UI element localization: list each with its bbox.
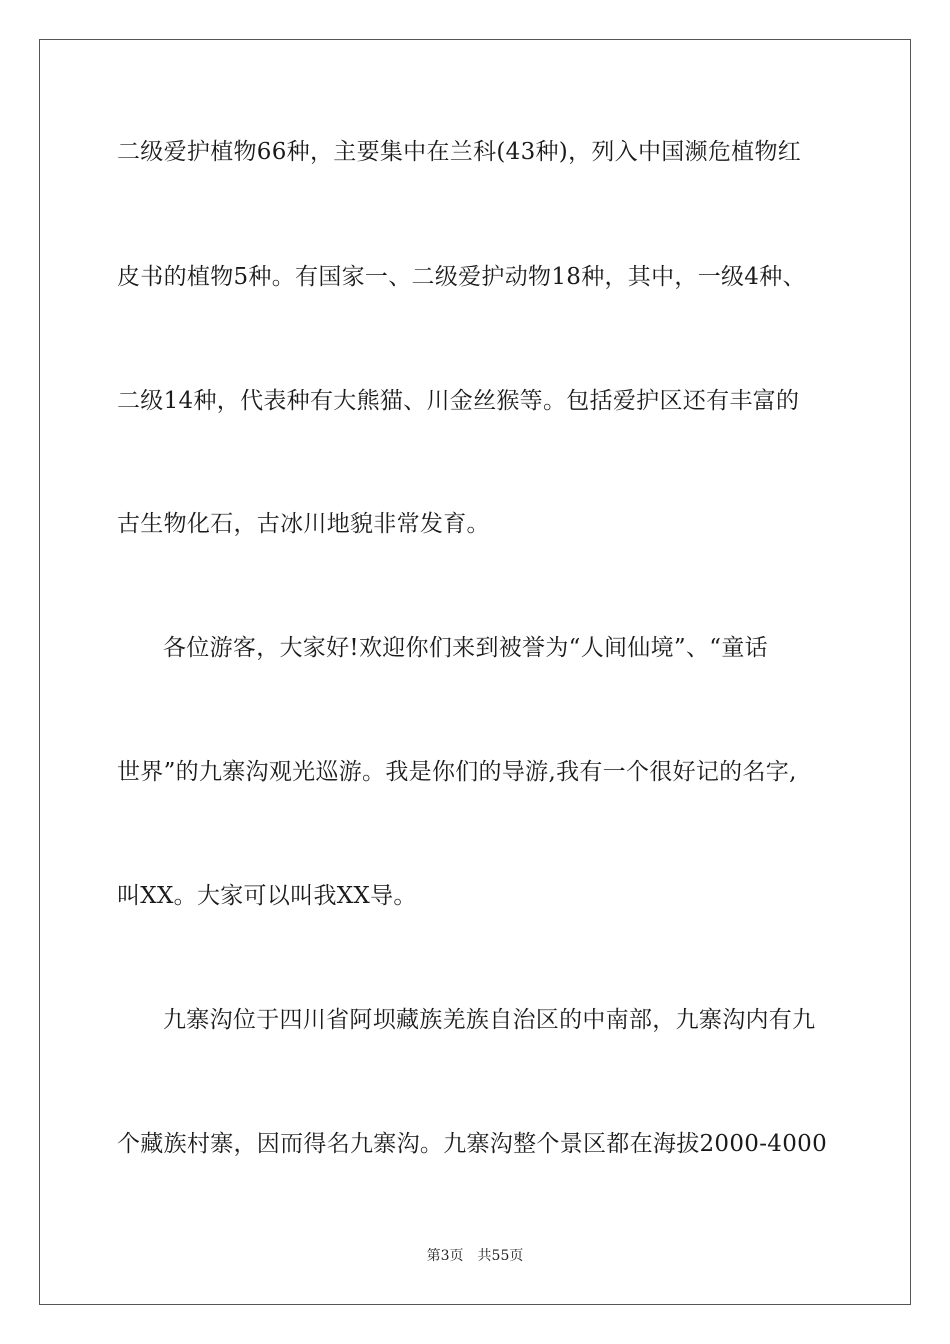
page-footer (0, 1246, 950, 1266)
text-line: 世界”的九寨沟观光巡游。我是你们的导游,我有一个很好记的名字, (117, 759, 797, 785)
text-line: 二级爱护植物66种，主要集中在兰科(43种)，列入中国濒危植物红 (117, 139, 802, 165)
text-line: 皮书的植物5种。有国家一、二级爱护动物18种，其中，一级4种、 (117, 264, 806, 290)
page-number: 第3页 (426, 1248, 464, 1264)
text-line: 古生物化石，古冰川地貌非常发育。 (117, 511, 490, 537)
page-border (39, 39, 911, 1305)
paragraph-first-line: 各位游客，大家好!欢迎你们来到被誉为“人间仙境”、“童话 (163, 635, 768, 661)
page-total: 共55页 (477, 1248, 524, 1264)
text-line: 二级14种，代表种有大熊猫、川金丝猴等。包括爱护区还有丰富的 (117, 388, 800, 414)
text-line: 叫XX。大家可以叫我XX导。 (117, 883, 417, 909)
text-line: 个藏族村寨，因而得名九寨沟。九寨沟整个景区都在海拔2000-4000 (117, 1131, 828, 1157)
paragraph-first-line: 九寨沟位于四川省阿坝藏族羌族自治区的中南部，九寨沟内有九 (163, 1007, 816, 1033)
